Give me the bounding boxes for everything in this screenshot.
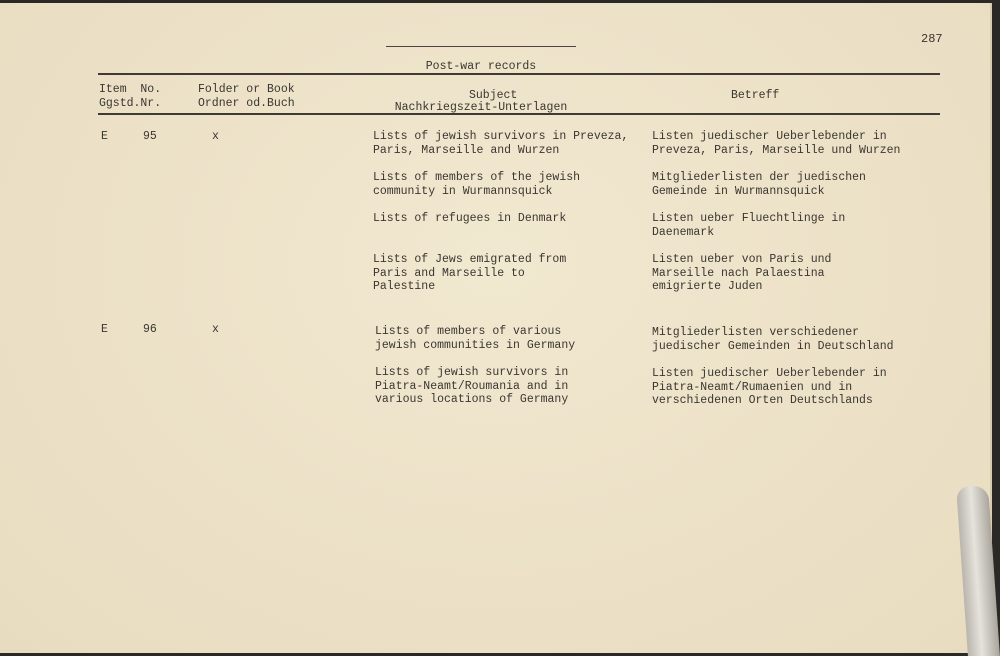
row-95-item: E bbox=[101, 130, 108, 143]
row-95-subject-1: Lists of jewish survivors in Preveza, Paris, Marseille and Wurzen bbox=[373, 130, 629, 157]
row-96-subject-1: Lists of members of various jewish communities in Germany bbox=[375, 325, 576, 352]
title-german: Nachkriegszeit-Unterlagen bbox=[394, 100, 568, 114]
row-95-betreff-4: Listen ueber von Paris und Marseille nach Palaestina emigrierte Juden bbox=[652, 253, 832, 293]
table-header-rule bbox=[98, 113, 940, 115]
table-top-rule bbox=[98, 73, 940, 75]
row-95-betreff-1: Listen juedischer Ueberlebender in Preveza, Paris, Marseille und Wurzen bbox=[652, 130, 901, 157]
row-96-betreff-1: Mitgliederlisten verschiedener juedischer Gemeinden in Deutschland bbox=[652, 326, 894, 353]
row-95-betreff-2: Mitgliederlisten der juedischen Gemeinde in Wurmannsquick bbox=[652, 171, 866, 198]
title-english: Post-war records bbox=[425, 60, 537, 73]
row-95-betreff-3: Listen ueber Fluechtlinge in Daenemark bbox=[652, 212, 846, 239]
column-header-folder: Folder or Book Ordner od.Buch bbox=[198, 83, 295, 110]
column-header-item-no: Item No. Ggstd.Nr. bbox=[99, 83, 162, 110]
document-title bbox=[386, 33, 576, 141]
row-96-folder: x bbox=[212, 323, 219, 336]
row-95-number: 95 bbox=[143, 130, 157, 143]
row-96-number: 96 bbox=[143, 323, 157, 336]
column-header-betreff: Betreff bbox=[731, 89, 780, 102]
document-page bbox=[0, 3, 992, 653]
row-95-subject-4: Lists of Jews emigrated from Paris and Marseille to Palestine bbox=[373, 253, 567, 293]
title-underline bbox=[386, 46, 576, 47]
row-95-folder: x bbox=[212, 130, 219, 143]
row-95-subject-2: Lists of members of the jewish community in Wurmannsquick bbox=[373, 171, 581, 198]
row-96-betreff-2: Listen juedischer Ueberlebender in Piatra-Neamt/Rumaenien und in verschiedenen Orten Deutschlands bbox=[652, 367, 887, 407]
row-96-item: E bbox=[101, 323, 108, 336]
row-95-subject-3: Lists of refugees in Denmark bbox=[373, 212, 567, 225]
page-number: 287 bbox=[921, 32, 943, 46]
row-96-subject-2: Lists of jewish survivors in Piatra-Neamt/Roumania and in various locations of Germany bbox=[375, 366, 569, 406]
column-header-subject: Subject bbox=[469, 89, 518, 102]
